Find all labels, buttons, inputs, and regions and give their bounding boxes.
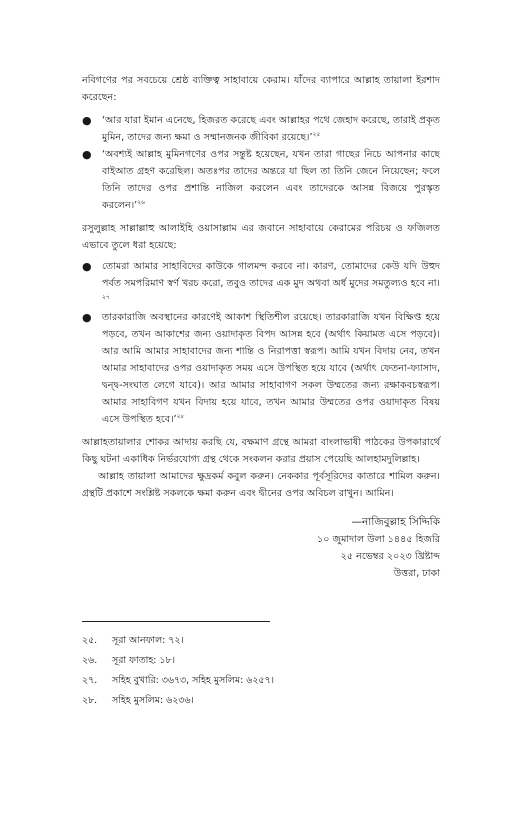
footnote-ref: ২৭ <box>102 293 110 301</box>
footnote <box>82 651 442 671</box>
footnote-text: সূরা ফাতাহ: ১৮। <box>112 655 175 666</box>
place: উত্তরা, ঢাকা <box>393 568 440 579</box>
footnote-ref: ২৬ <box>137 198 146 206</box>
list-item <box>82 309 440 428</box>
signature-block <box>82 514 440 582</box>
document-body <box>82 72 440 582</box>
bullet-icon: ● <box>82 114 92 127</box>
bullet-icon: ● <box>82 148 92 161</box>
intro-paragraph: নবিগণের পর সবচেয়ে শ্রেষ্ঠ ব্যক্তিত্ব সাহাবায়ে কেরাম। যাঁদের ব্যাপারে আল্লাহ তায়ালা ইরশাদ করেছেন: <box>82 75 440 103</box>
list-item <box>82 146 440 214</box>
bullet-icon: ● <box>82 311 92 324</box>
quote-text: তোমরা আমার সাহাবিদের কাউকে গালমন্দ করবে না। কারণ, তোমাদের কেউ যদি উহুদ পর্বত সমপরিমাণ স্বর্ণ খরচ করো, তবুও তাদের এক মুদ অথবা অর্ধ মুদের সমতুল্যও হবে না। <box>102 261 440 289</box>
footnote <box>82 671 442 691</box>
footnote-number: ২৭. <box>82 675 98 686</box>
bullet-icon: ● <box>82 260 92 273</box>
closing-paragraph-2: আল্লাহ তায়ালা আমাদের ক্ষুদ্রকর্ম কবুল করুন। নেককার পূর্বসূরিদের কাতারে শামিল করুন। গ্রন্থটি প্রকাশে সংশ্লিষ্ট সকলকে ক্ষমা করুন এবং দ্বীনের ওপর অবিচল রাখুন। আমিন। <box>82 471 440 499</box>
footnote-text: সহিহ মুসলিম: ৬২৩৬। <box>112 695 194 706</box>
list-item <box>82 112 440 146</box>
footnotes <box>82 631 442 711</box>
footnote-divider <box>82 621 270 622</box>
closing-paragraph-1: আল্লাহতায়ালার শোকর আদায় করছি যে, বক্ষমাণ গ্রন্থে আমরা বাংলাভাষী পাঠকের উপকারার্থে কিছু ঘটনা একাধিক নির্ভরযোগ্য গ্রন্থ থেকে সংকলন করার প্রয়াস পেয়েছি আলহামদুলিল্লাহ। <box>82 437 440 465</box>
hadith-quote-list <box>82 258 440 428</box>
footnote-text: সূরা আনফাল: ৭২। <box>112 635 184 646</box>
footnote-number: ২৫. <box>82 635 98 646</box>
footnote <box>82 631 442 651</box>
gregorian-date: ২৫ নভেম্বর ২০২৩ খ্রিষ্টাব্দ <box>340 551 440 562</box>
quran-quote-list <box>82 112 440 214</box>
footnote-text: সহিহ বুখারি: ৩৬৭৩, সহিহ মুসলিম: ৬২৫৭। <box>112 675 274 686</box>
footnote-ref: ২৫ <box>312 130 321 138</box>
hijri-date: ১০ জুমাদাল উলা ১৪৪৫ হিজরি <box>316 534 440 545</box>
footnote-number: ২৮. <box>82 695 98 706</box>
author-name: —নাজিবুল্লাহ সিদ্দিকি <box>351 516 440 528</box>
footnote-number: ২৬. <box>82 655 98 666</box>
list-item <box>82 258 440 309</box>
footnote-ref: ২৮ <box>176 412 185 420</box>
quote-text: ‘আর যারা ইমান এনেছে, হিজরত করেছে এবং আল্লাহর পথে জেহাদ করেছে, তারাই প্রকৃত মুমিন, তাদের জন্য ক্ষমা ও সম্মানজনক জীবিকা রয়েছে।’ <box>102 115 440 143</box>
middle-paragraph: রসুলুল্লাহ সাল্লাল্লাহু আলাইহি ওয়াসাল্লাম এর জবানে সাহাবায়ে কেরামের পরিচয় ও ফজিলত এভাবে তুলে ধরা হয়েছে: <box>82 223 440 251</box>
footnote <box>82 691 442 711</box>
quote-text: ‘অবশ্যই আল্লাহ মুমিনগণের ওপর সন্তুষ্ট হয়েছেন, যখন তারা গাছের নিচে আপনার কাছে বাইআত গ্রহণ করেছিল। অতঃপর তাদের অন্তরে যা ছিল তা তিনি জেনে নিয়েছেন; ফলে তিনি তাদের ওপর প্রশান্তি নাজিল করলেন এবং তাদেরকে আসন্ন বিজয়ে পুরস্কৃত করলেন।’ <box>102 149 440 211</box>
quote-text: তারকারাজি অবস্থানের কারণেই আকাশ স্থিতিশীল রয়েছে। তারকারাজি যখন বিক্ষিপ্ত হয়ে পড়বে, তখন আকাশের জন্য ওয়াদাকৃত বিপদ আসন্ন হবে (অর্থাৎ কিয়ামত এসে পড়বে)। আর আমি আমার সাহাবাদের জন্য শান্তি ও নিরাপত্তা স্বরূপ। আমি যখন বিদায় নেব, তখন আমার সাহাবাদের ওপর ওয়াদাকৃত সময় এসে উপস্থিত হয়ে যাবে (অর্থাৎ ফেতনা-ফ্যাসাদ, দ্বন্দ্ব-সংঘাত লেগে যাবে)। আর আমার সাহাবাগণ সকল উম্মতের জন্য রক্ষাকবচস্বরূপ। আমার সাহাবিগণ যখন বিদায় হয়ে যাবে, তখন আমার উম্মতের ওপর ওয়াদাকৃত বিষয় এসে উপস্থিত হবে।’ <box>102 312 440 425</box>
